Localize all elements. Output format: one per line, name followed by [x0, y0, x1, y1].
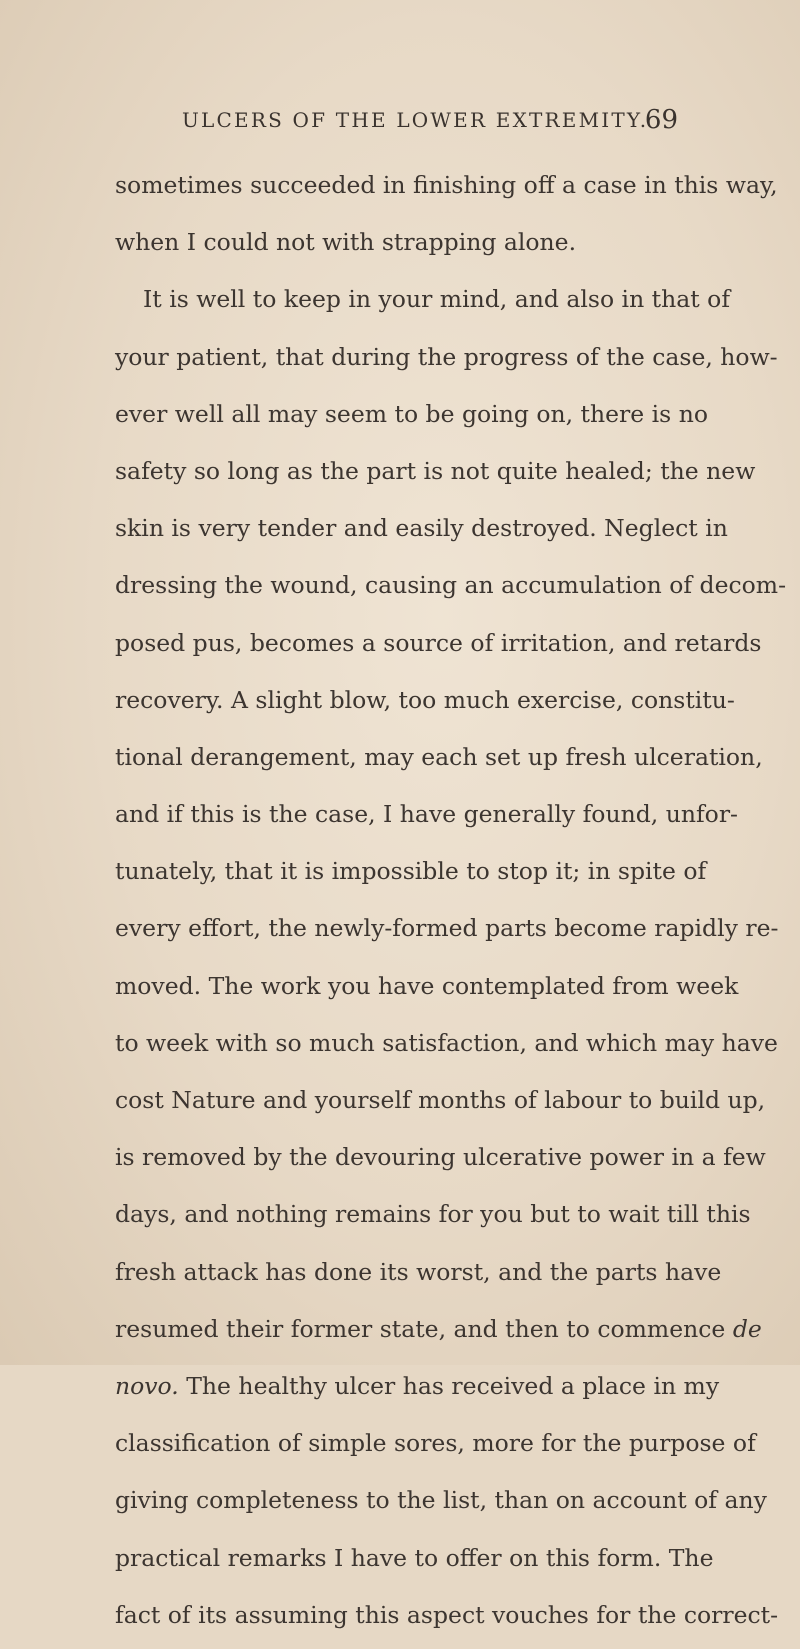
running-title: ULCERS OF THE LOWER EXTREMITY. — [182, 108, 649, 132]
text-line: to week with so much satisfaction, and which may have — [115, 1028, 778, 1057]
text-line: It is well to keep in your mind, and also in that of — [143, 285, 731, 314]
text-line: when I could not with strapping alone. — [115, 228, 577, 257]
text-line: fresh attack has done its worst, and the parts have — [115, 1257, 722, 1286]
text-span: The healthy ulcer has received a place in my — [186, 1371, 720, 1400]
text-line: sometimes succeeded in finishing off a case in this way, — [115, 171, 778, 199]
text-line: is removed by the devouring ulcerative power in a few — [115, 1143, 766, 1172]
text-line: classification of simple sores, more for the purpose of — [115, 1429, 756, 1458]
text-line — [115, 1306, 762, 1363]
text-line: cost Nature and yourself months of labour to build up, — [115, 1086, 766, 1114]
text-span: resumed their former state, and then to commence — [115, 1314, 726, 1343]
text-line: and if this is the case, I have generally found, unfor- — [115, 800, 739, 829]
text-line: skin is very tender and easily destroyed. Neglect in — [115, 514, 728, 543]
text-line: dressing the wound, causing an accumulation of decom- — [115, 571, 787, 600]
text-line: tunately, that it is impossible to stop it; in spite of — [115, 857, 707, 886]
text-line: recovery. A slight blow, too much exercise, constitu- — [115, 685, 735, 714]
text-line: fact of its assuming this aspect vouches for the correct- — [115, 1600, 779, 1629]
text-line: ever well all may seem to be going on, there is no — [115, 399, 708, 428]
text-line: practical remarks I have to offer on this form. The — [115, 1543, 714, 1572]
page-number: 69 — [644, 105, 678, 135]
italic-text: novo. — [115, 1371, 179, 1400]
text-line: moved. The work you have contemplated from week — [115, 971, 739, 1000]
text-line: tional derangement, may each set up fresh ulceration, — [115, 742, 763, 771]
text-line: safety so long as the part is not quite healed; the new — [115, 456, 756, 485]
body-text — [115, 162, 787, 1649]
text-line: giving completeness to the list, than on account of any — [115, 1486, 767, 1515]
running-header — [182, 105, 678, 138]
text-line — [115, 1363, 720, 1420]
text-line: every effort, the newly-formed parts become rapidly re- — [115, 914, 779, 943]
text-line: days, and nothing remains for you but to wait till this — [115, 1200, 751, 1229]
italic-text: de — [732, 1314, 762, 1343]
text-line: your patient, that during the progress of the case, how- — [115, 342, 778, 371]
text-line: posed pus, becomes a source of irritation, and retards — [115, 628, 762, 657]
